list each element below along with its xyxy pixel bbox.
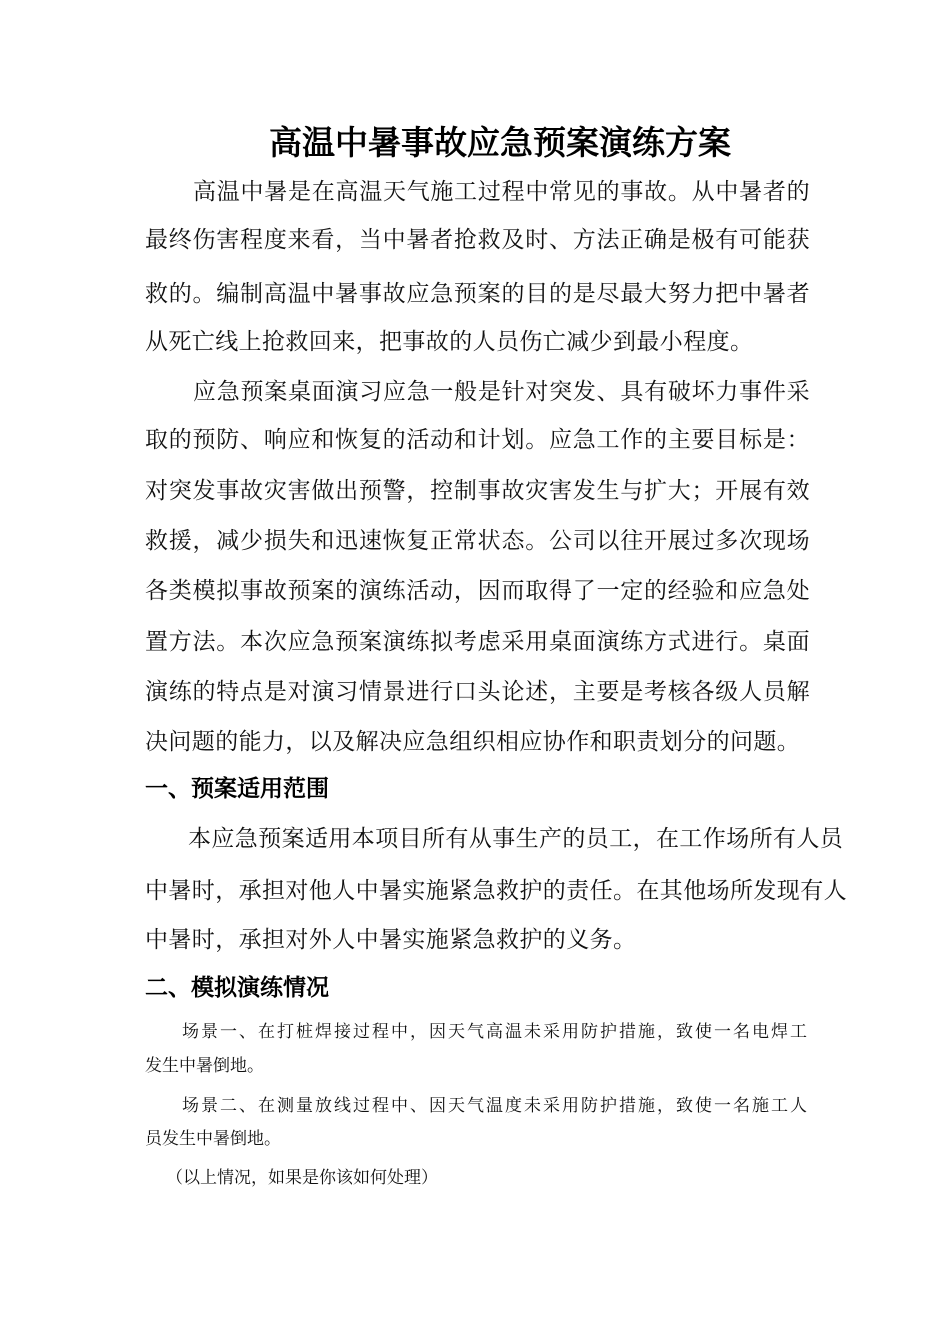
intro-p2-line-2: 取的预防、响应和恢复的活动和计划。应急工作的主要目标是： [145,427,810,453]
intro-p2-line-4: 救援，减少损失和迅速恢复正常状态。公司以往开展过多次现场 [145,528,810,554]
intro-p2-line-6: 置方法。本次应急预案演练拟考虑采用桌面演练方式进行。桌面 [145,629,810,655]
section-2-heading: 二、模拟演练情况 [145,975,329,1001]
intro-p2-line-8: 决问题的能力，以及解决应急组织相应协作和职责划分的问题。 [145,729,801,755]
section-1-line-3: 中暑时，承担对外人中暑实施紧急救护的义务。 [145,927,637,953]
intro-p1-line-2: 最终伤害程度来看，当中暑者抢救及时、方法正确是极有可能获 [145,227,810,253]
scenario-1-line-1: 场景一、在打桩焊接过程中，因天气高温未采用防护措施，致使一名电焊工 [182,1022,807,1042]
intro-p2-line-7: 演练的特点是对演习情景进行口头论述，主要是考核各级人员解 [145,679,810,705]
document-title: 高温中暑事故应急预案演练方案 [269,123,731,162]
intro-p2-line-5: 各类模拟事故预案的演练活动，因而取得了一定的经验和应急处 [145,578,810,604]
intro-p1-line-3: 救的。编制高温中暑事故应急预案的目的是尽最大努力把中暑者 [145,281,810,307]
intro-p2-line-3: 对突发事故灾害做出预警，控制事故灾害发生与扩大；开展有效 [145,478,810,504]
section-1-line-2: 中暑时，承担对他人中暑实施紧急救护的责任。在其他场所发现有人 [145,878,847,904]
intro-p1-line-1: 高温中暑是在高温天气施工过程中常见的事故。从中暑者的 [193,179,810,205]
intro-p1-line-4: 从死亡线上抢救回来，把事故的人员伤亡减少到最小程度。 [145,329,754,355]
scenario-2-line-1: 场景二、在测量放线过程中、因天气温度未采用防护措施，致使一名施工人 [182,1096,807,1116]
scenario-note: （以上情况，如果是你该如何处理） [166,1168,438,1188]
section-1-heading: 一、预案适用范围 [145,776,329,802]
scenario-2-line-2: 员发生中暑倒地。 [145,1129,281,1149]
scenario-1-line-2: 发生中暑倒地。 [145,1056,264,1076]
intro-p2-line-1: 应急预案桌面演习应急一般是针对突发、具有破坏力事件采 [193,379,810,405]
section-1-line-1: 本应急预案适用本项目所有从事生产的员工，在工作场所有人员 [188,826,844,852]
